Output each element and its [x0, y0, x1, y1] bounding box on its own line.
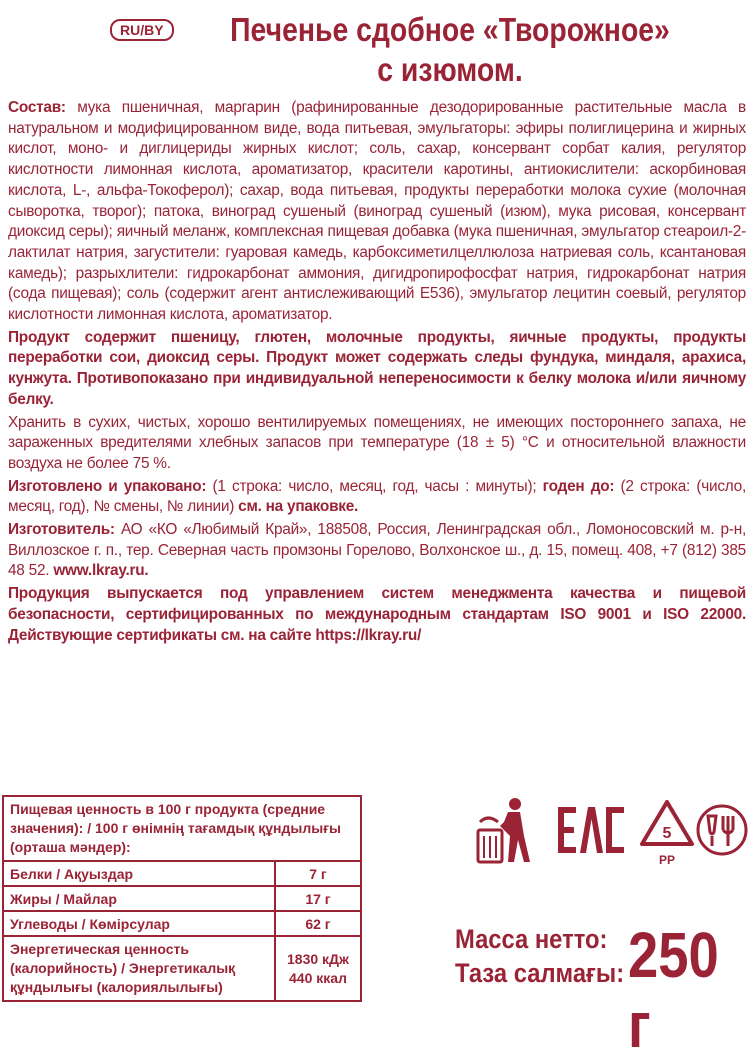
- table-row: [3, 886, 361, 911]
- quality-paragraph: Продукция выпускается под управлением систем менеджмента качества и пищевой безопасности, сертифицированных по международным стандартам ISO 9001 и ISO 22000. Действующие сертификаты см. на сайте https://lkray.ru/: [8, 585, 746, 644]
- net-weight-value: 250 г: [628, 919, 719, 1061]
- storage-paragraph: Хранить в сухих, чистых, хорошо вентилируемых помещениях, не имеющих постороннего запаха, не зараженных вредителями хлебных запасов при температуре (18 ± 5) °С и относительной влажности воздуха не более 75 %.: [8, 413, 746, 472]
- svg-text:PP: PP: [658, 853, 676, 867]
- manufacturer-label: Изготовитель:: [8, 521, 115, 539]
- eac-icon: [558, 807, 624, 853]
- expiry-text: (2 строка: (число, месяц, год), № смены, № линии): [8, 477, 747, 516]
- food-safe-icon: [698, 806, 746, 854]
- region-badge: RU/BY: [110, 19, 174, 41]
- nutrient-name: Жиры / Майлар: [3, 886, 275, 911]
- icons-svg: [470, 792, 750, 872]
- manufactured-paragraph: [8, 477, 746, 518]
- nutrient-value: 17 г: [275, 886, 361, 911]
- composition-paragraph: [8, 98, 746, 326]
- svg-text:5: 5: [662, 825, 672, 842]
- manufactured-text: (1 строка: число, месяц, год, часы : минуты);: [206, 477, 543, 495]
- nutrition-table: [2, 795, 362, 1002]
- certification-icons: [470, 792, 750, 872]
- title-line-2: с изюмом.: [377, 51, 523, 88]
- recycle-pp-icon: [642, 802, 692, 867]
- nutrition-header: Пищевая ценность в 100 г продукта (средние значения): / 100 г өнімнің тағамдық құндылығы (орташа мәндер):: [3, 796, 361, 861]
- nutrient-name: Белки / Ақуыздар: [3, 861, 275, 886]
- energy-row: [3, 936, 361, 1001]
- table-row: [3, 911, 361, 936]
- nutrient-name: Углеводы / Көмірсулар: [3, 911, 275, 936]
- manufacturer-paragraph: [8, 520, 746, 582]
- manufactured-label: Изготовлено и упаковано:: [8, 477, 207, 495]
- table-row: [3, 861, 361, 886]
- energy-name: Энергетическая ценность (калорийность) / Энергетикалық құндылығы (калориялылығы): [3, 936, 275, 1001]
- label-body-text: [8, 98, 746, 648]
- manufacturer-site: www.lkray.ru.: [53, 562, 149, 580]
- nutrient-value: 62 г: [275, 911, 361, 936]
- nutrition-header-row: [3, 796, 361, 861]
- manufacturer-text: АО «КО «Любимый Край», 188508, Россия, Ленинградская обл., Ломоносовский м. р-н, Виллозское г. п., тер. Северная часть промзоны Горелово, Волхонское ш., д. 15, помещ. 408, +7 (812) 385 48 52.: [8, 521, 746, 580]
- net-weight-labels: [455, 922, 624, 990]
- net-weight-label-ru: Масса нетто:: [455, 924, 608, 954]
- title-line-1: Печенье сдобное «Творожное»: [230, 11, 670, 48]
- tidy-man-icon: [478, 798, 530, 862]
- net-weight-label-kz: Таза салмағы:: [455, 958, 625, 988]
- product-title: [209, 10, 691, 90]
- composition-text: мука пшеничная, маргарин (рафинированные дезодорированные растительные масла в натуральном и модифицированном виде, вода питьевая, эмульгаторы: эфиры полиглицерина и жирных кислот, моно- и диглицериды жирных кислот; соль, сахар, консервант сорбат калия, регулятор кислотности лимонная кислота, ароматизатор, красители каротины, антиокислители: аскорбиновая кислота, L-, альфа-Токоферол); сахар, вода питьевая, продукты переработки молока сухие (молочная сыворотка, творог); патока, виноград сушеный (виноград сушеный (изюм), мука рисовая, консервант диоксид серы); яичный меланж, комплексная пищевая добавка (мука пшеничная, эмульгатор стеароил-2-лактилат натрия, загустители: гуаровая камедь, карбоксиметилцеллюлоза натриевая соль, ксантановая камедь); разрыхлители: гидрокарбонат аммония, дигидропирофосфат натрия, гидрокарбонат натрия (сода пищевая); соль (содержит агент антислеживающий Е536), эмульгатор лецитин соевый, регулятор кислотности лимонная кислота, ароматизатор.: [8, 99, 746, 324]
- nutrient-value: 7 г: [275, 861, 361, 886]
- composition-label: Состав:: [8, 99, 66, 116]
- energy-kj: 1830 кДж: [287, 950, 349, 967]
- see-package-text: см. на упаковке.: [238, 498, 359, 516]
- energy-kcal: 440 ккал: [289, 969, 347, 986]
- expiry-label: годен до:: [542, 477, 615, 495]
- allergens-paragraph: Продукт содержит пшеницу, глютен, молочные продукты, яичные продукты, продукты переработки сои, диоксид серы. Продукт может содержать следы фундука, миндаля, арахиса, кунжута. Противопоказано при индивидуальной непереносимости к белку молока и/или яичному белку.: [8, 328, 746, 408]
- energy-value: [275, 936, 361, 1001]
